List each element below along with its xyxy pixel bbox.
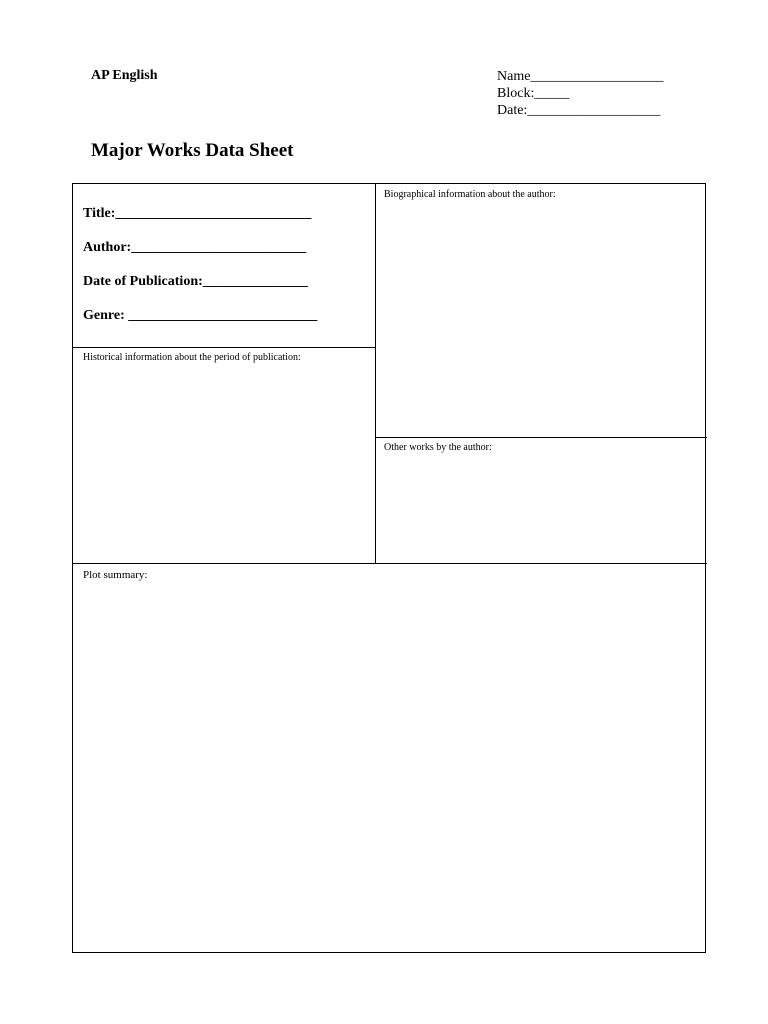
- plot-summary-label: Plot summary:: [83, 569, 148, 581]
- column-divider: [375, 184, 376, 564]
- date-of-publication-field[interactable]: Date of Publication:_______________: [83, 274, 308, 289]
- book-fields: [83, 205, 317, 341]
- data-sheet-form: [72, 183, 706, 953]
- biographical-info-label: Biographical information about the author:: [384, 189, 556, 200]
- genre-field[interactable]: Genre: ___________________________: [83, 308, 318, 323]
- name-line[interactable]: Name___________________: [497, 69, 664, 84]
- right-row-divider: [375, 437, 707, 438]
- author-field[interactable]: Author:_________________________: [83, 240, 307, 255]
- student-info: [497, 68, 663, 119]
- page-title: Major Works Data Sheet: [91, 140, 294, 161]
- block-line[interactable]: Block:_____: [497, 86, 570, 101]
- date-line[interactable]: Date:___________________: [497, 103, 661, 118]
- title-field[interactable]: Title:____________________________: [83, 206, 312, 221]
- course-label: AP English: [91, 68, 158, 83]
- plot-divider: [73, 563, 707, 564]
- historical-info-label: Historical information about the period of publication:: [83, 352, 301, 363]
- other-works-label: Other works by the author:: [384, 442, 492, 453]
- left-row-divider: [73, 347, 376, 348]
